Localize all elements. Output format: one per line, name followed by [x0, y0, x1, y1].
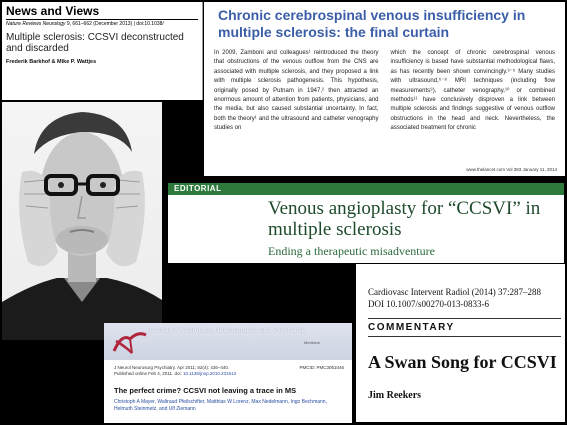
jnnp-authors[interactable]: Christoph A Mayer, Waltraud Pfeilschifter, Matthias W Lorenz, Max Nedelmann, Ingo Bechmann, Helmuth Steinmetz, and Ulf Ziemann — [114, 399, 327, 412]
portrait-illustration — [2, 102, 162, 340]
cvir-author: Jim Reekers — [368, 390, 422, 401]
editorial-label: EDITORIAL — [174, 184, 222, 193]
jnnp-published: Published online Feb 4, 2011. doi: — [114, 371, 183, 376]
cvir-title: A Swan Song for CCSVI — [368, 352, 557, 372]
cvir-citation-line-2: DOI 10.1007/s00270-013-0833-6 — [368, 299, 489, 309]
news-views-clipping — [2, 2, 203, 100]
cvir-citation — [368, 286, 563, 310]
cvir-citation-line-1: Cardiovasc Intervent Radiol (2014) 37:287–288 — [368, 287, 541, 297]
jnnp-title: The perfect crime? CCSVI not leaving a trace in MS — [114, 386, 297, 395]
jnnp-journal-name: Journal of Neurology, Neurosurgery, and Psychiatry — [148, 328, 305, 334]
jnnp-pmcid: PMCID: PMC3061046 — [299, 365, 344, 370]
cvir-section: COMMENTARY — [368, 322, 455, 333]
lancet-column-2: which the concept of chronic cerebrospinal venous insufficiency is based have substantial methodological flaws, as has recently been shown convincingly.³⁻⁵ Many studies with ultrasound,⁶⁻⁸ MRI techniques (including flow measurements⁹), catheter venography,¹⁰ or combined methods¹¹ have conclusively disproven a link between multiple sclerosis and findings suggestive of venous outflow obstructions in the head and neck. Nevertheless, the associated treatment for chronic — [390, 50, 555, 132]
news-views-rule — [6, 19, 198, 20]
lancet-column-1: In 2009, Zamboni and colleagues¹ reintroduced the theory that obstructions of the venous outflow from the CNS are associated with multiple sclerosis, and they proposed a link with multiple sclerosis pathogenesis. This hypothesis, originally posed by Putnam in 1947,² then attracted an enormous amount of attention from patients, physicians, and the media, but also caused substantial uncertainty. In fact, both the theory¹ and the ultrasound and catheter venography studies on — [214, 50, 379, 132]
cvir-rule-bottom — [368, 336, 561, 337]
editorial-title: Venous angioplasty for “CCSVI” in multiple sclerosis — [268, 198, 541, 240]
lancet-title: Chronic cerebrospinal venous insufficiency in multiple sclerosis: the final curtain — [218, 7, 526, 40]
jnnp-clipping — [104, 323, 352, 423]
portrait-photo — [2, 102, 162, 340]
lancet-footer: www.thelancet.com Vol 383 January 11, 2014 — [466, 167, 557, 172]
jnnp-doi-link[interactable]: 10.1136/jnnp.2010.231613 — [182, 371, 237, 376]
cvir-clipping — [356, 264, 565, 422]
editorial-header-bar — [168, 183, 564, 195]
jnnp-logo-icon — [110, 327, 150, 357]
lancet-clipping — [204, 2, 565, 176]
jnnp-header-band — [104, 323, 352, 360]
news-views-authors: Frederik Barkhof & Mike P. Wattjes — [6, 59, 97, 65]
jnnp-meta-line-1: J Neurol Neurosurg Psychiatry. Apr 2011; 82(4): 436–440. — [114, 365, 230, 370]
jnnp-meta-line-2 — [114, 371, 344, 377]
jnnp-meta — [114, 365, 344, 377]
lancet-body — [204, 41, 565, 134]
cvir-rule-top — [368, 318, 561, 319]
news-views-citation-rest: 9, 661–662 (December 2013) | doi:10.1038/ — [66, 21, 164, 27]
editorial-subtitle: Ending a therapeutic misadventure — [268, 244, 435, 258]
jnnp-mini-label: Medicine — [304, 340, 321, 345]
news-views-journal: Nature Reviews Neurology — [6, 21, 66, 27]
editorial-clipping — [168, 183, 564, 263]
news-views-header: News and Views — [6, 4, 100, 18]
news-views-title: Multiple sclerosis: CCSVI deconstructed and discarded — [6, 32, 184, 54]
